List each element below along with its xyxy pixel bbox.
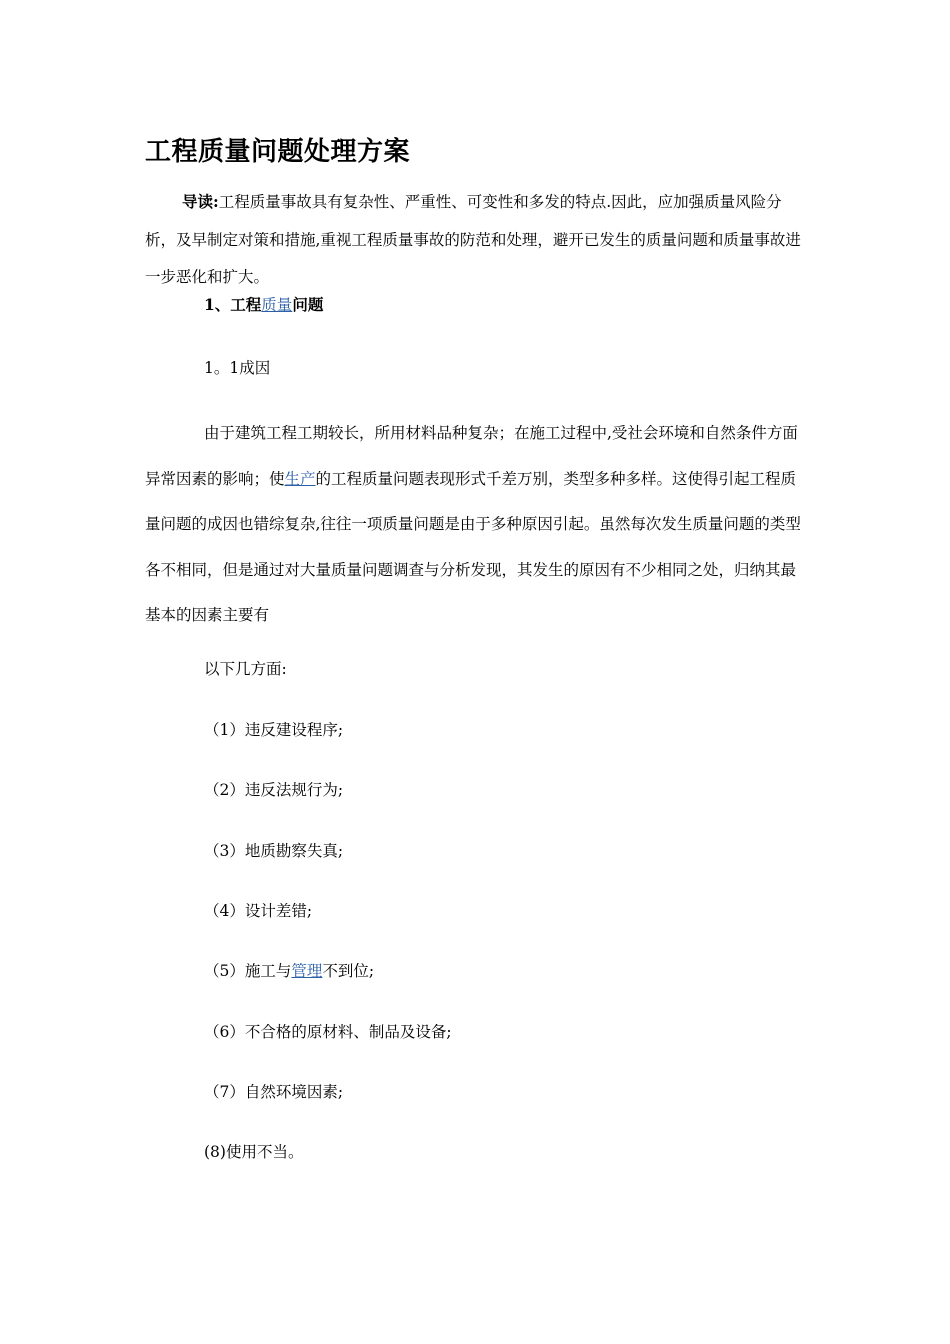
list-item: （7）自然环境因素; — [204, 1083, 344, 1101]
list-item: （6）不合格的原材料、制品及设备; — [204, 1023, 452, 1041]
cause-text-part1: 由于建筑工程工期较长，所用材料品种复杂；在施工过程中,受社会环境和自然条件方面异常因素的影响；使 — [145, 424, 798, 488]
list-item: （1）违反建设程序; — [204, 721, 344, 739]
production-link[interactable]: 生产 — [284, 469, 316, 488]
item5-suffix: 不到位; — [322, 962, 375, 980]
cause-text-part2: 的工程质量问题表现形式千差万别，类型多种多样。这使得引起工程质量问题的成因也错综复杂,往往一项质量问题是由于多种原因引起。虽然每次发生质量问题的类型各不相同，但是通过对大量质量问题调查与分析发现，其发生的原因有不少相同之处，归纳其最基本的因素主要有 — [145, 469, 801, 624]
item5-prefix: （5）施工与 — [204, 962, 292, 980]
section-heading — [204, 293, 323, 315]
intro-paragraph — [145, 183, 807, 297]
subsection-heading: 1。1成因 — [204, 359, 271, 377]
list-item: （4）设计差错; — [204, 902, 313, 920]
list-item: （2）违反法规行为; — [204, 781, 344, 799]
document-title: 工程质量问题处理方案 — [145, 137, 411, 167]
list-item: （3）地质勘察失真; — [204, 842, 344, 860]
quality-link[interactable]: 质量 — [261, 296, 293, 314]
list-item: (8)使用不当。 — [204, 1143, 304, 1161]
aspects-intro: 以下几方面: — [204, 660, 287, 678]
intro-label: 导读: — [182, 192, 219, 211]
list-item-5 — [204, 959, 374, 981]
management-link[interactable]: 管理 — [291, 962, 323, 980]
section-heading-prefix: 1、工程 — [204, 295, 262, 314]
section-heading-suffix: 问题 — [292, 295, 324, 314]
cause-paragraph — [145, 411, 807, 639]
intro-text: 工程质量事故具有复杂性、严重性、可变性和多发的特点.因此，应加强质量风险分析，及早制定对策和措施,重视工程质量事故的防范和处理，避开已发生的质量问题和质量事故进一步恶化和扩大。 — [145, 193, 801, 286]
